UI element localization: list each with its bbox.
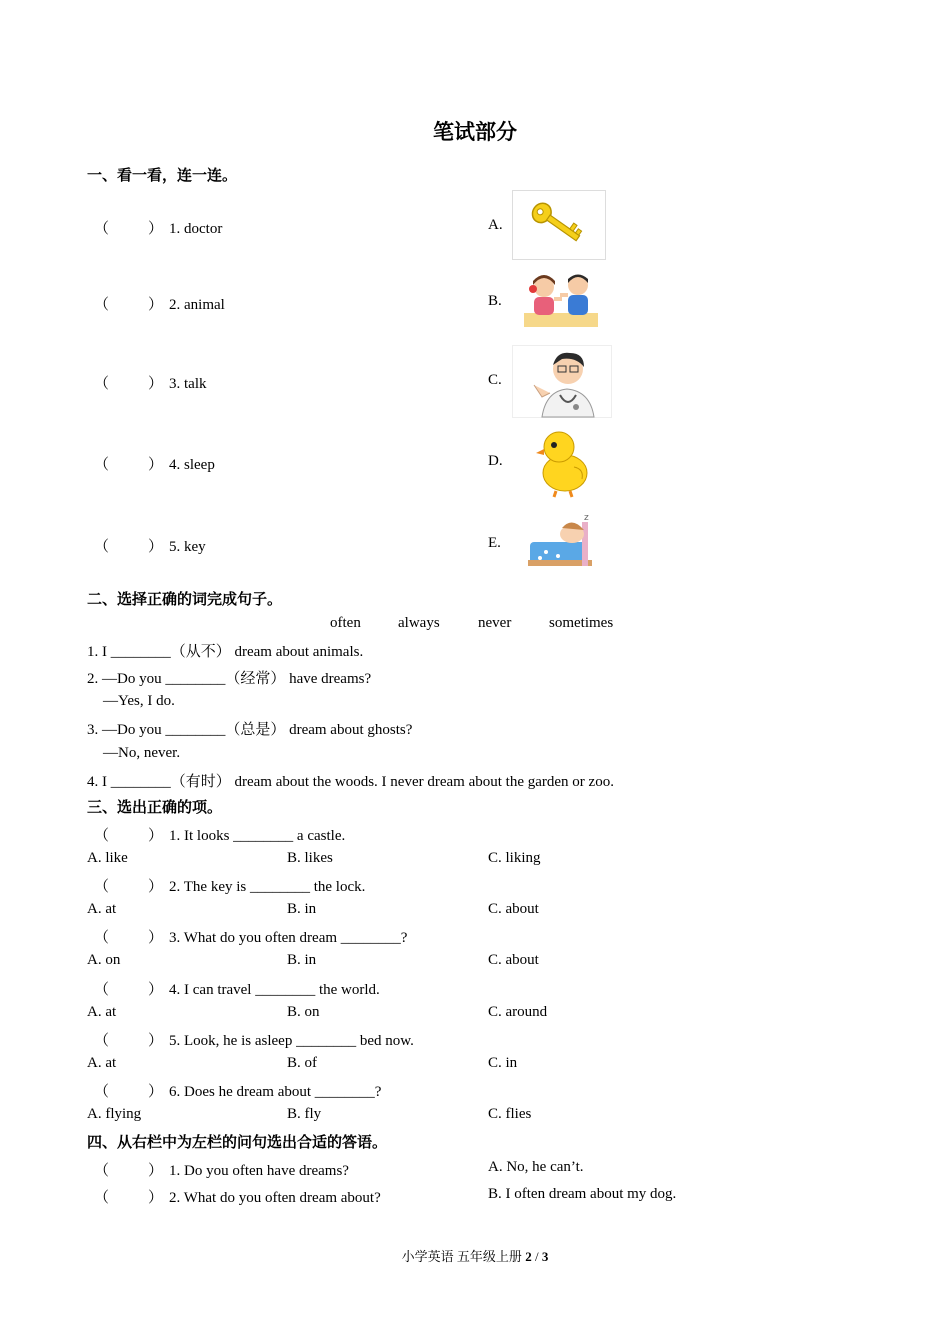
- s3-question-2: （ ） 2. The key is ________ the lock.: [94, 879, 366, 895]
- s3-q3-option-a: A. on: [87, 952, 121, 968]
- word-sometimes: sometimes: [549, 615, 614, 631]
- footer-page-number: 2: [525, 1249, 532, 1264]
- s1-item-3: （ ） 3. talk: [94, 376, 207, 392]
- s4-answer-b: B. I often dream about my dog.: [488, 1186, 677, 1202]
- s2-line-3: —Yes, I do.: [103, 693, 175, 709]
- s1-item-5: （ ） 5. key: [94, 539, 206, 555]
- s4-answer-a: A. No, he can’t.: [488, 1159, 584, 1175]
- s3-q2-option-b: B. in: [287, 901, 317, 917]
- key-picture: [512, 190, 606, 260]
- s3-q2-option-c: C. about: [488, 901, 539, 917]
- s3-question-3: （ ） 3. What do you often dream ________?: [94, 930, 408, 946]
- duck-picture: [532, 427, 592, 499]
- s2-line-5: —No, never.: [103, 745, 181, 761]
- s3-question-6: （ ） 6. Does he dream about ________?: [94, 1084, 382, 1100]
- section1-heading: 一、看一看，连一连。: [87, 166, 238, 184]
- option-e-label: E.: [488, 535, 501, 551]
- s3-q1-option-b: B. likes: [287, 850, 333, 866]
- s2-line-6: 4. I ________（有时） dream about the woods. I never dream about the garden or zoo.: [87, 774, 614, 790]
- footer-total-pages: 3: [541, 1249, 549, 1264]
- s3-question-1: （ ） 1. It looks ________ a castle.: [94, 828, 346, 844]
- footer-subject: 小学英语 五年级上册: [401, 1249, 522, 1264]
- option-a-label: A.: [488, 217, 503, 233]
- word-never: never: [478, 615, 512, 631]
- s4-question-1: （ ） 1. Do you often have dreams?: [94, 1163, 349, 1179]
- s3-question-5: （ ） 5. Look, he is asleep ________ bed now.: [94, 1033, 414, 1049]
- s3-q3-option-b: B. in: [287, 952, 317, 968]
- option-b-label: B.: [488, 293, 502, 309]
- page-title: 笔试部分: [433, 120, 517, 144]
- s3-q4-option-c: C. around: [488, 1004, 548, 1020]
- doctor-picture: [512, 345, 612, 418]
- section4-heading: 四、从右栏中为左栏的问句选出合适的答语。: [87, 1133, 388, 1151]
- s3-q6-option-b: B. fly: [287, 1106, 322, 1122]
- s1-item-2: （ ） 2. animal: [94, 297, 225, 313]
- s1-item-1: （ ） 1. doctor: [94, 221, 223, 237]
- s1-item-4: （ ） 4. sleep: [94, 457, 215, 473]
- s3-q3-option-c: C. about: [488, 952, 539, 968]
- s2-line-1: 1. I ________（从不） dream about animals.: [87, 644, 364, 660]
- s3-q1-option-c: C. liking: [488, 850, 541, 866]
- s3-q4-option-b: B. on: [287, 1004, 320, 1020]
- svg-text:z: z: [584, 513, 589, 523]
- section3-heading: 三、选出正确的项。: [87, 798, 223, 816]
- s3-q4-option-a: A. at: [87, 1004, 117, 1020]
- page-footer: [0, 1246, 950, 1265]
- s3-q2-option-a: A. at: [87, 901, 117, 917]
- sleeping-child-picture: [526, 512, 596, 572]
- s3-q5-option-a: A. at: [87, 1055, 117, 1071]
- option-c-label: C.: [488, 372, 502, 388]
- children-talking-picture: [516, 267, 606, 335]
- s3-q1-option-a: A. like: [87, 850, 128, 866]
- option-d-label: D.: [488, 453, 503, 469]
- word-often: often: [330, 615, 361, 631]
- s3-q6-option-c: C. flies: [488, 1106, 532, 1122]
- s3-question-4: （ ） 4. I can travel ________ the world.: [94, 982, 380, 998]
- s3-q6-option-a: A. flying: [87, 1106, 142, 1122]
- s4-question-2: （ ） 2. What do you often dream about?: [94, 1190, 381, 1206]
- word-always: always: [398, 615, 440, 631]
- section2-heading: 二、选择正确的词完成句子。: [87, 590, 283, 608]
- s3-q5-option-c: C. in: [488, 1055, 518, 1071]
- s2-line-2: 2. —Do you ________（经常） have dreams?: [87, 671, 372, 687]
- s2-line-4: 3. —Do you ________（总是） dream about ghosts?: [87, 722, 413, 738]
- s3-q5-option-b: B. of: [287, 1055, 317, 1071]
- footer-separator: /: [534, 1249, 539, 1264]
